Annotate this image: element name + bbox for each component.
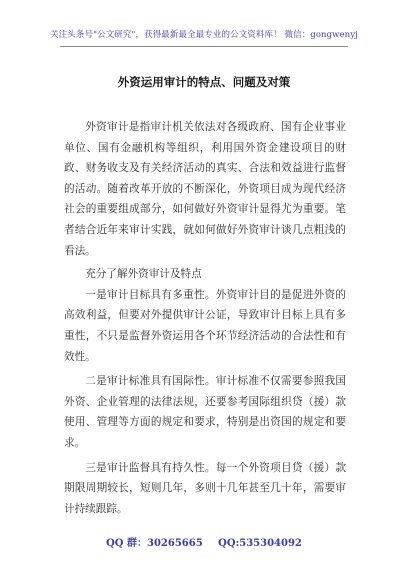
section-heading: 充分了解外资审计及特点: [85, 268, 202, 281]
paragraph-intro: 外资审计是指审计机关依法对各级政府、国有企业事业单位、国有金融机构等组织，利用国外资金建设项目的财政、财务收支及有关经济活动的真实、合法和效益进行监督的活动。随着改革开放的不断深化，外资项目成为现代经济社会的重要组成部分，如何做好外资审计显得尤为重要。笔者结合近年来审计实践，就如何做好外资审计谈几点粗浅的看法。: [64, 121, 346, 257]
document-body: [64, 117, 346, 519]
paragraph-point-1: 一是审计目标具有多重性。外资审计目的是促进外资的高效利益，但要对外提供审计公证，导致审计目标上具有多重性，不只是监督外资运用各个环节经济活动的合法性和有效性。: [64, 288, 346, 363]
footer-contact: [0, 534, 408, 549]
footer-qq: QQ:535304092: [218, 538, 302, 549]
document-title: 外资运用审计的特点、问题及对策: [117, 75, 291, 89]
paragraph-point-3: 三是审计监督具有持久性。每一个外资项目贷（援）款期限周期较长，短则几年，多则十几年甚至几十年，需要审计持续跟踪。: [64, 461, 346, 515]
header-divider: [60, 46, 348, 47]
paragraph-point-2: 二是审计标准具有国际性。审计标准不仅需要参照我国外资、企业管理的法律法规，还要参考国际组织贷（援）款使用、管理等方面的规定和要求，特别是出资国的规定和要求。: [64, 375, 346, 449]
footer-qq-group: QQ 群：30265665: [106, 538, 203, 549]
header-banner: 关注头条号"公文研究"，获得最新最全最专业的公文资料库！ 微信：gongwenyj: [50, 30, 358, 40]
